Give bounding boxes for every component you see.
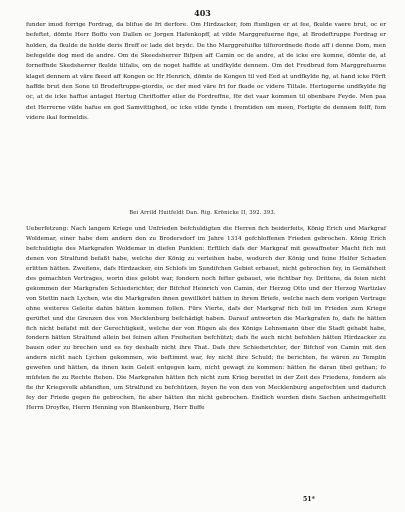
- page-number: 403: [194, 8, 211, 18]
- translation-paragraph: Ueberfetzung: Nach langem Kriege und Unfrieden befchuldigten die Herren fich beiderfeits, König Erich und Markgraf Woldemar, einer habe dem andern den zu Brodersdorf im Jahre 1314 gefchloffenen Frieden gebrochen. König Erich befchuldigte des Markgrafen Woldemar in diefen Punkten: Erftlich dafs der Markgraf mit gewaffneter Macht fich mit denen von Stralfund befaßt habe, welche der König zu verleihen habe, wodurch der König und feine Helfer Schaden erlitten hätten. Zweitens, dafs Hirdzacker, ein Schlofs im Sundifchen Gebiet erbauet, nicht gebrochen fey, in Gemäfsheit des gemachten Vertrages, worin dies gelobt war, fondern noch fefter gebauet, wie fichtbar fey. Drittens, da feien nicht gekommen der Markgrafen Schiedsrichter, der Bifchof Heinrich von Camin, der Herzog Otto und der Herzog Wartizlav von Stettin nach Lychen, wie die Markgrafen ihnen gewillkört hätten in ihrem Briefe, welche nach dem vorigen Vertrage ohne weiteres Geleite dahin hätten kommen follen. Fürs Vierte, dafs der Markgraf fich foll im Frieden zum Kriege gerüftet und die Grenzen des von Mecklenburg befchädigt haben. Darauf antworten die Markgrafen fo, dafs fie hätten fich nicht befafst mit der Gerechtigkeit, welche der von Rügen als des Königs Lehnsmann über die Stadt gehabt habe, fondern hätten Stralfund allein bei feinen alten Freiheiten befchützt; dafs fie auch nicht befohlen hätten Hirdzacker zu bauen oder zu brechen und es fey deshalb nicht ihre That. Dafs ihre Schiedsrichter, der Bifchof von Camin mit den andern nicht nach Lychen gekommen, wie beftimmt war, fey nicht ihre Schuld; fie berichten, fie wären zu Templin gewefen und hätten, da ihnen kein Geleit entgegen kam, nicht gewagt zu kommen: hätten fie daran übel gethan; fo müfsten fie zu Rechte ftehen. Die Markgrafen hätten fich nicht zum Krieg bereitet in der Zeit des Friedens, fondern als fie ihr Kriegsvolk abfandten, um Stralfund zu befchützen, feyen fie von den von Mecklenburg angefochten und dadurch fey der Friede gegen fie gebrochen, fie aber hätten ihn nicht gebrochen. Endlich wurden diefe Sachen anheimgeftellt Herrn Droyfke, Herrn Henning von Blankenburg, Herr Buffe: [26, 226, 386, 412]
- danish-text-paragraph: funder imod forrige Fordrag, da blifue de fri derfore. Om Hirdzacker, fom ftunligen er at fee, fkulde vaere brut, oc er befeftet, dömte Herr Boffo von Dallen oc Jorgen Hafenkopff, at vilde Marggrefuerne fige, at Brodeftruppe Fordrag er holden, da fkulde de holde deris Breff oc lade det brydc. De tho Marggrefuifke tilforordnede ftode aff i denne Dom, men befegelde dog med de andre. Om de Skeedsherrer Bifpen aff Camin oc de andre, at de icke ere komne, dömte de, at forneffnde Skedsherrer fkulde tilfalis, om de noget haffde at undfkylde dennem. Om det Fredbrud fom Marggrefuerne klaget dennem at väre fkeed aff Kongen oc Hr Henrich, dömte de Kongen til ved Eed at undfkylde fig, at hand icke Förft haffde brut den Sone til Brodeftruppe-giordis, oc der med väre fri for fkade oc videre Tiltale. Hertugerne undfkylde fig oc, at de icke haffue antaget Hertug Chriftoffer eller de Fordreffne, för det vaar kommen til obenbare Feyde. Men paa det Herrerne vilde hafue en god Samvittighed, oc icke vilde fynde i fremtiden om meen, Forligte de dennem felff, fom videre ikal formeldis.: [26, 22, 386, 122]
- signature-mark: 51*: [303, 496, 315, 503]
- source-citation: Bei Arrild Huitfeldt Dan. Rig. Krönicke II, 392. 393.: [129, 210, 276, 216]
